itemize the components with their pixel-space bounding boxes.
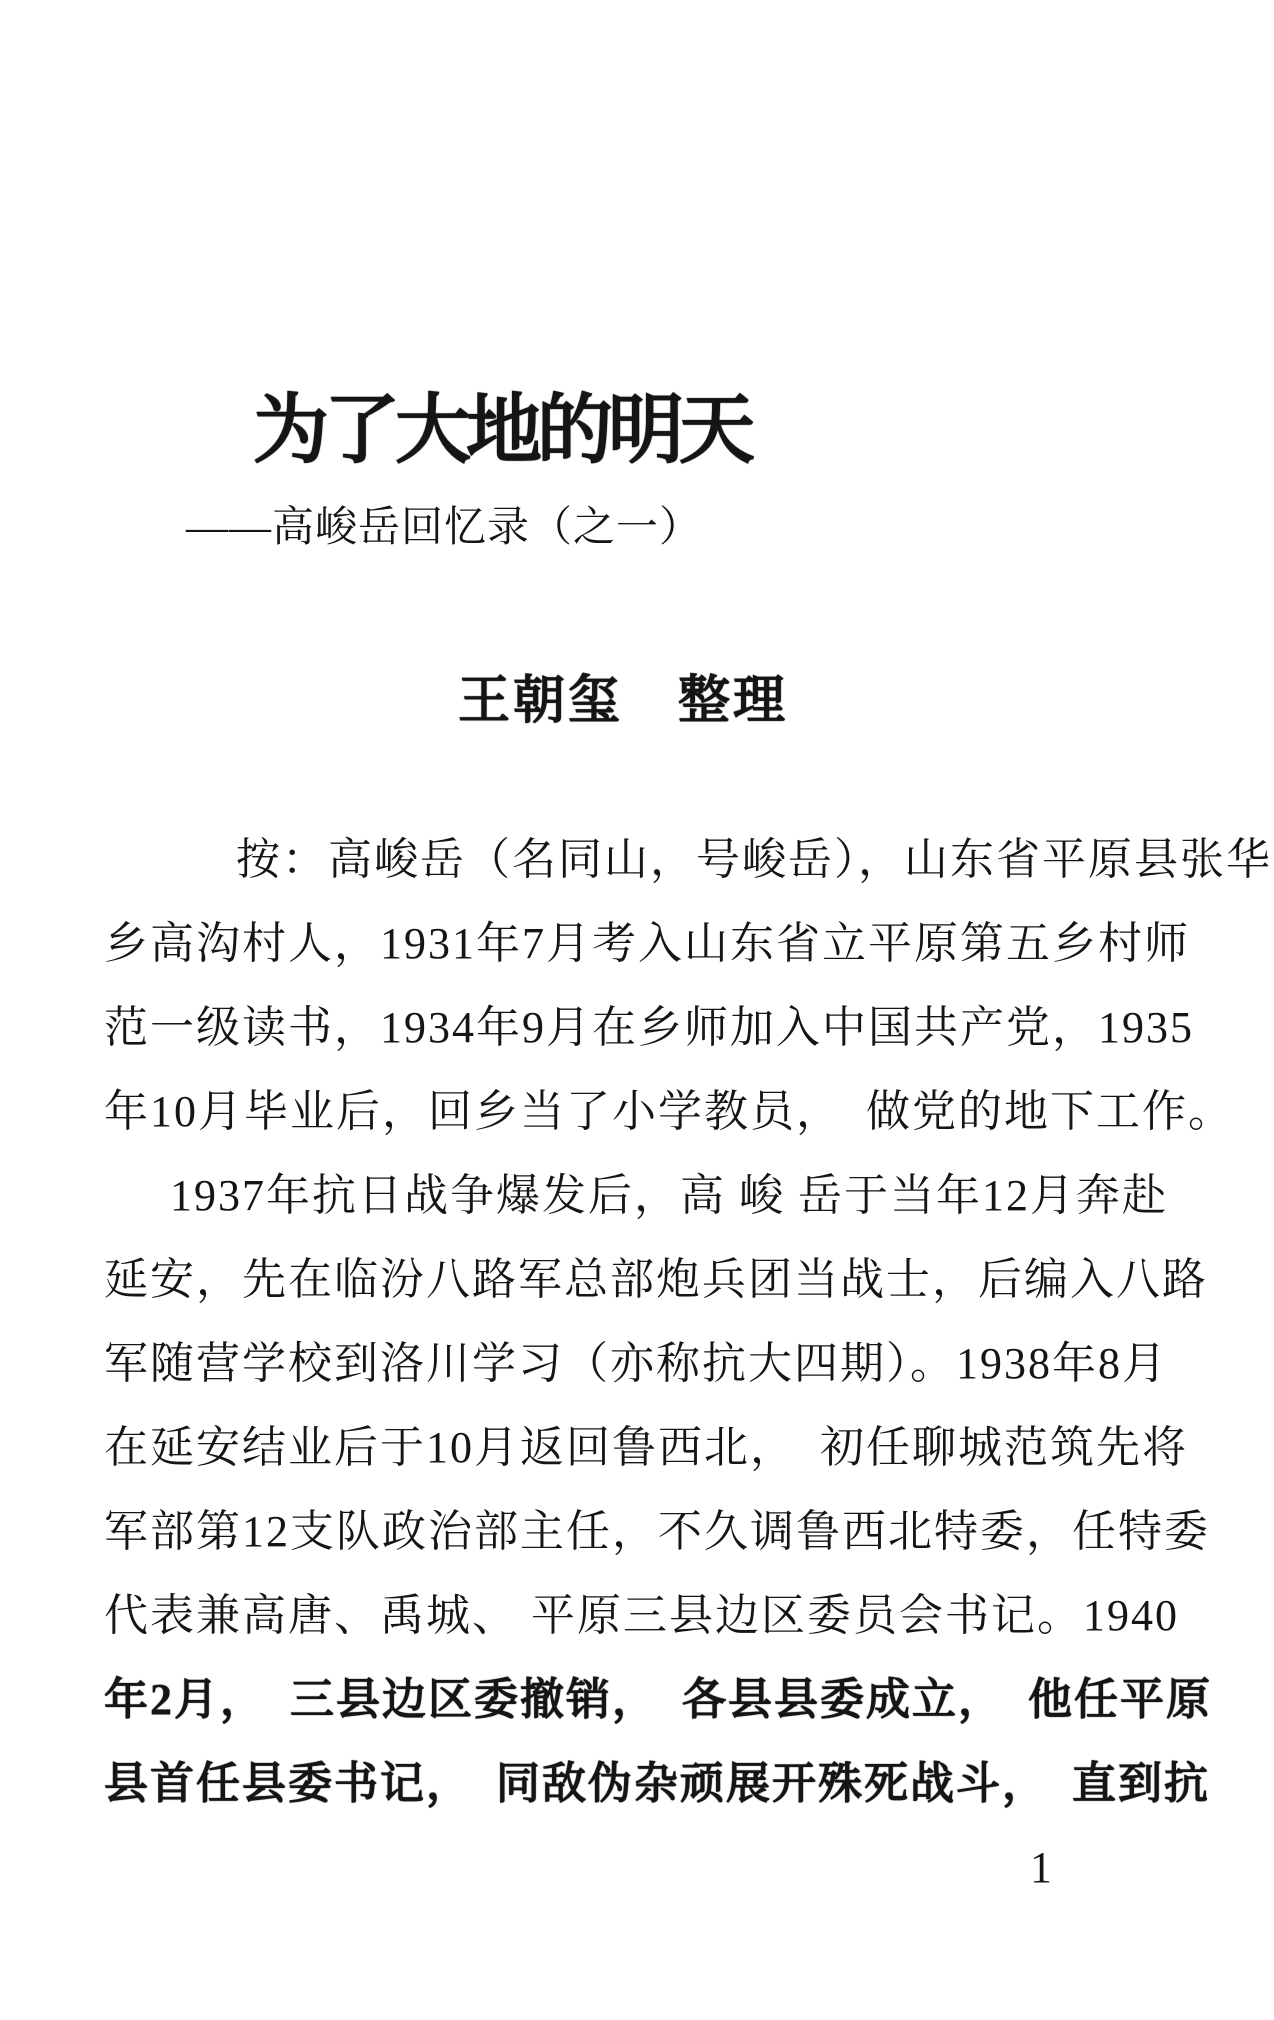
body-line: 军随营学校到洛川学习（亦称抗大四期）。1938年8月 [104,1339,1168,1388]
body-line: 1937年抗日战争爆发后，高 峻 岳于当年12月奔赴 [170,1171,1168,1220]
body-line: 延安，先在临汾八路军总部炮兵团当战士，后编入八路 [104,1255,1208,1304]
body-line: 按：高峻岳（名同山，号峻岳），山东省平原县张华 [236,835,1272,884]
body-line: 代表兼高唐、禹城、 平原三县边区委员会书记。1940 [104,1591,1179,1640]
body-line: 军部第12支队政治部主任，不久调鲁西北特委，任特委 [104,1507,1210,1556]
body-line: 年2月， 三县边区委撤销， 各县县委成立， 他任平原 [104,1675,1212,1724]
document-body [104,818,1272,1826]
body-line: 范一级读书，1934年9月在乡师加入中国共产党，1935 [104,1003,1194,1052]
page-subtitle: ——高峻岳回忆录（之一） [186,505,703,551]
page-title: 为了大地的明天 [253,388,750,473]
page-number: 1 [1030,1843,1052,1892]
body-line: 年10月毕业后，回乡当了小学教员， 做党的地下工作。 [104,1087,1234,1136]
body-line: 县首任县委书记， 同敌伪杂顽展开殊死战斗， 直到抗 [104,1759,1210,1808]
body-line: 乡高沟村人，1931年7月考入山东省立平原第五乡村师 [104,919,1190,968]
body-line: 在延安结业后于10月返回鲁西北， 初任聊城范筑先将 [104,1423,1188,1472]
byline: 王朝玺 整理 [458,673,789,730]
